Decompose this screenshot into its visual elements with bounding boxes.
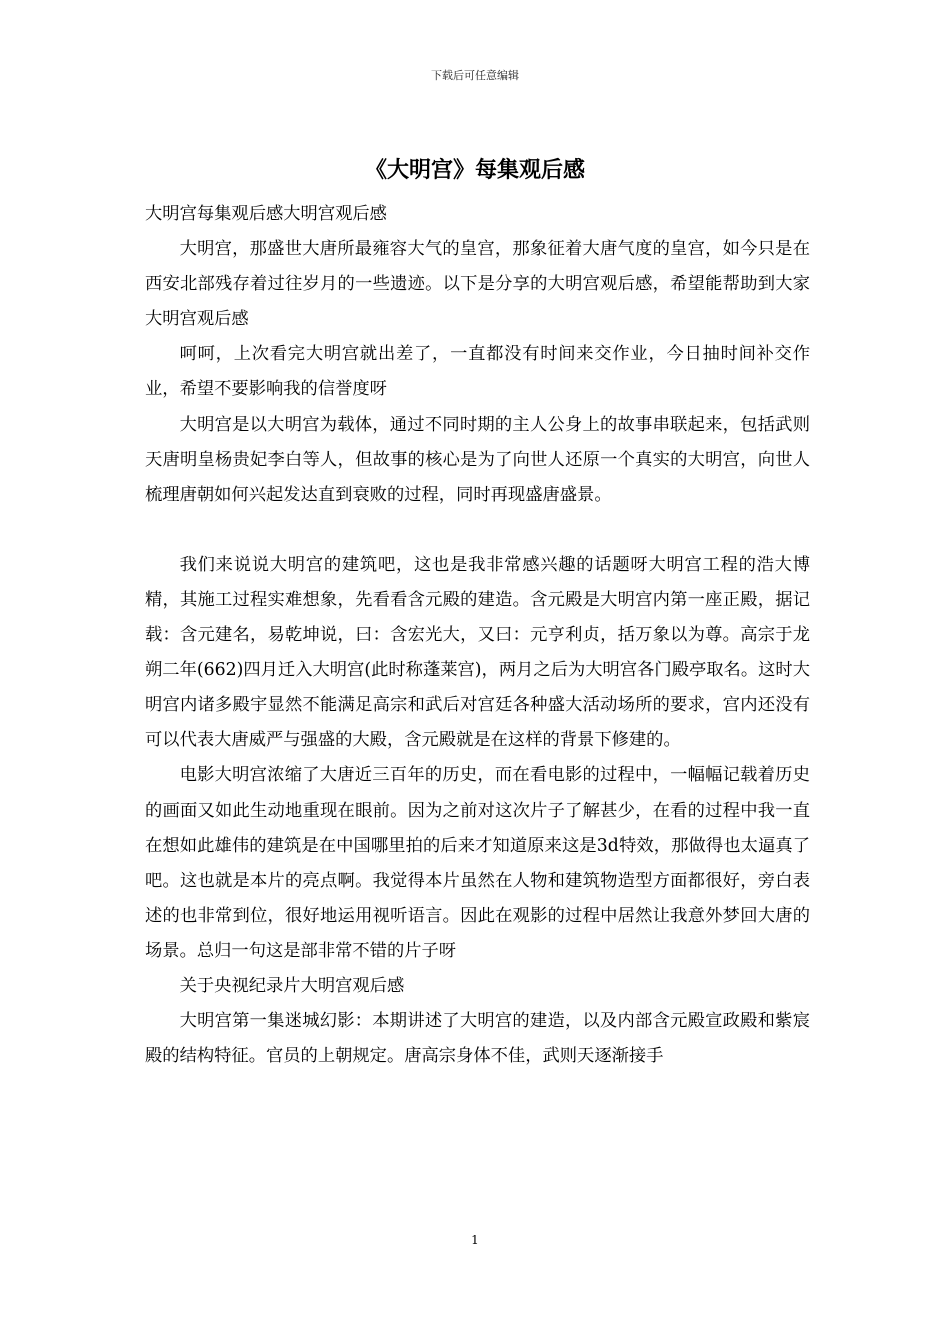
document-title: 《大明宫》每集观后感 — [364, 158, 585, 183]
page-number: 1 — [471, 1233, 479, 1247]
section-heading: 关于央视纪录片大明宫观后感 — [179, 975, 405, 996]
body-paragraph: 大明宫，那盛世大唐所最雍容大气的皇宫，那象征着大唐气度的皇宫，如今只是在西安北部残存着过往岁月的一些遗迹。以下是分享的大明宫观后感，希望能帮助到大家大明宫观后感 — [145, 239, 810, 330]
body-paragraph: 电影大明宫浓缩了大唐近三百年的历史，而在看电影的过程中，一幅幅记载着历史的画面又如此生动地重现在眼前。因为之前对这次片子了解甚少，在看的过程中我一直在想如此雄伟的建筑是在中国哪里拍的后来才知道原来这是3d特效，那做得也太逼真了吧。这也就是本片的亮点啊。我觉得本片虽然在人物和建筑物造型方面都很好，旁白表述的也非常到位，很好地运用视听语言。因此在观影的过程中居然让我意外梦回大唐的场景。总归一句这是部非常不错的片子呀 — [145, 765, 810, 961]
body-paragraph: 我们来说说大明宫的建筑吧，这也是我非常感兴趣的话题呀大明宫工程的浩大博精，其施工过程实难想象，先看看含元殿的建造。含元殿是大明宫内第一座正殿，据记载：含元建名，易乾坤说，曰：含宏光大，又曰：元亨利贞，括万象以为尊。高宗于龙朔二年(662)四月迁入大明宫(此时称蓬莱宫)，两月之后为大明宫各门殿亭取名。这时大明宫内诸多殿宇显然不能满足高宗和武后对宫廷各种盛大活动场所的要求，宫内还没有可以代表大唐威严与强盛的大殿，含元殿就是在这样的背景下修建的。 — [145, 554, 810, 751]
body-paragraph: 呵呵，上次看完大明宫就出差了，一直都没有时间来交作业，今日抽时间补交作业，希望不要影响我的信誉度呀 — [145, 344, 810, 400]
page-header: 下载后可任意编辑 — [431, 69, 519, 82]
document-body — [145, 197, 810, 1074]
body-paragraph: 大明宫是以大明宫为载体，通过不同时期的主人公身上的故事串联起来，包括武则天唐明皇杨贵妃李白等人，但故事的核心是为了向世人还原一个真实的大明宫，向世人梳理唐朝如何兴起发达直到衰败的过程，同时再现盛唐盛景。 — [145, 414, 810, 505]
body-paragraph: 大明宫第一集迷城幻影：本期讲述了大明宫的建造，以及内部含元殿宣政殿和紫宸殿的结构特征。官员的上朝规定。唐高宗身体不佳，武则天逐渐接手 — [145, 1011, 810, 1067]
paragraph-spacer — [145, 513, 810, 548]
subtitle-paragraph: 大明宫每集观后感大明宫观后感 — [145, 204, 387, 224]
